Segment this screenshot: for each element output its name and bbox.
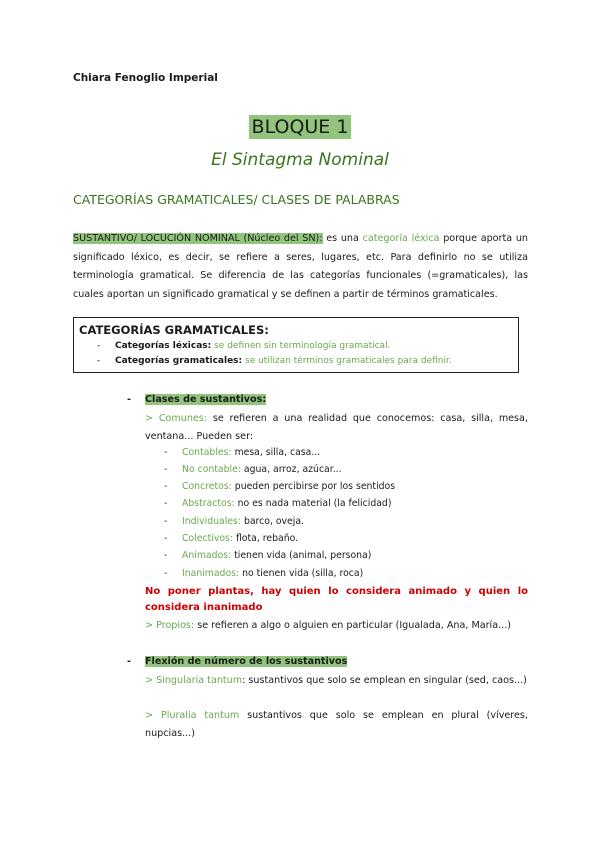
dash: - [97, 356, 101, 366]
bullet-text: mesa, silla, casa... [231, 447, 321, 458]
propios-label: > Propios: [145, 620, 195, 631]
page-subtitle: El Sintagma Nominal [211, 150, 389, 170]
pluralia-text: sustantivos que solo se emplean en plural (víveres, nupcias...) [145, 710, 528, 739]
bullet-label: Animados: [182, 550, 232, 561]
dash: - [164, 447, 168, 458]
intro-paragraph [73, 230, 528, 304]
pluralia-line [145, 707, 528, 742]
dash: - [164, 550, 168, 561]
box-item-text: se definen sin terminología gramatical. [211, 341, 391, 351]
list-item [164, 481, 395, 492]
intro-text-1: es una [322, 233, 363, 244]
list-item [164, 568, 363, 579]
intro-highlight: SUSTANTIVO/ LOCUCIÓN NOMINAL (Núcleo del SN): [73, 233, 323, 244]
bullet-label: Individuales: [182, 516, 241, 527]
flexion-title: Flexión de número de los sustantivos [145, 656, 348, 667]
bullet-text: pueden percibirse por los sentidos [231, 481, 396, 492]
pluralia-label: > Pluralia tantum [145, 710, 240, 721]
bullet-text: flota, rebaño. [233, 533, 299, 544]
bullet-text: no tienen vida (silla, roca) [239, 568, 364, 579]
bullet-text: no es nada material (la felicidad) [234, 498, 392, 509]
box-title: CATEGORÍAS GRAMATICALES: [79, 323, 269, 337]
box-item-label: Categorías gramaticales: [115, 356, 243, 366]
bullet-text: tienen vida (animal, persona) [231, 550, 372, 561]
comunes-label: > Comunes: [145, 413, 208, 424]
bullet-text: barco, oveja. [240, 516, 305, 527]
singularia-label: > Singularia tantum [145, 675, 243, 686]
warning-note: No poner plantas, hay quien lo considera animado y quien lo considera inanimado [145, 586, 528, 613]
list-item [164, 447, 320, 458]
dash: - [127, 394, 131, 405]
box-item-label: Categorías léxicas: [115, 341, 212, 351]
intro-text-2: porque aporta un significado léxico, es decir, se refiere a seres, lugares, etc. Para definirlo no se utiliza terminología gramatical. Se diferencia de las categorías funcionales (=gramaticales), las cuales aportan un significado gramatical y se definen a partir de términos gramaticales. [73, 233, 529, 300]
list-item [164, 516, 304, 527]
bullet-label: Abstractos: [182, 498, 235, 509]
list-item [164, 464, 342, 475]
section-title: CATEGORÍAS GRAMATICALES/ CLASES DE PALABRAS [73, 192, 400, 207]
singularia-text: : sustantivos que solo se emplean en singular (sed, caos...) [242, 675, 527, 686]
list-item [164, 533, 298, 544]
dash: - [164, 464, 168, 475]
author-name: Chiara Fenoglio Imperial [73, 72, 218, 84]
bullet-label: Colectivos: [182, 533, 233, 544]
bloque-label: BLOQUE 1 [249, 115, 352, 139]
box-item [97, 356, 452, 366]
clases-heading [127, 394, 266, 405]
dash: - [164, 533, 168, 544]
dash: - [164, 481, 168, 492]
dash: - [164, 568, 168, 579]
comunes-text: se refieren a una realidad que conocemos: casa, silla, mesa, ventana... Pueden ser: [145, 413, 528, 442]
intro-green-term: categoría léxica [362, 233, 440, 244]
bullet-label: Contables: [182, 447, 232, 458]
propios-text: se refieren a algo o alguien en particular (Igualada, Ana, María...) [194, 620, 511, 631]
singularia-line [145, 672, 528, 690]
dash: - [127, 656, 131, 667]
clases-title: Clases de sustantivos: [145, 394, 267, 405]
dash: - [97, 341, 101, 351]
box-item-text: se utilizan términos gramaticales para definir. [242, 356, 452, 366]
comunes-line [145, 410, 528, 445]
bullet-label: No contable: [182, 464, 241, 475]
list-item [164, 498, 391, 509]
box-item [97, 341, 390, 351]
propios-line [145, 620, 511, 631]
bullet-label: Concretos: [182, 481, 232, 492]
categorias-box [73, 317, 519, 373]
flexion-heading [127, 656, 347, 667]
dash: - [164, 516, 168, 527]
list-item [164, 550, 371, 561]
bloque-heading [0, 116, 600, 138]
dash: - [164, 498, 168, 509]
bullet-text: agua, arroz, azúcar... [240, 464, 342, 475]
bullet-label: Inanimados: [182, 568, 240, 579]
